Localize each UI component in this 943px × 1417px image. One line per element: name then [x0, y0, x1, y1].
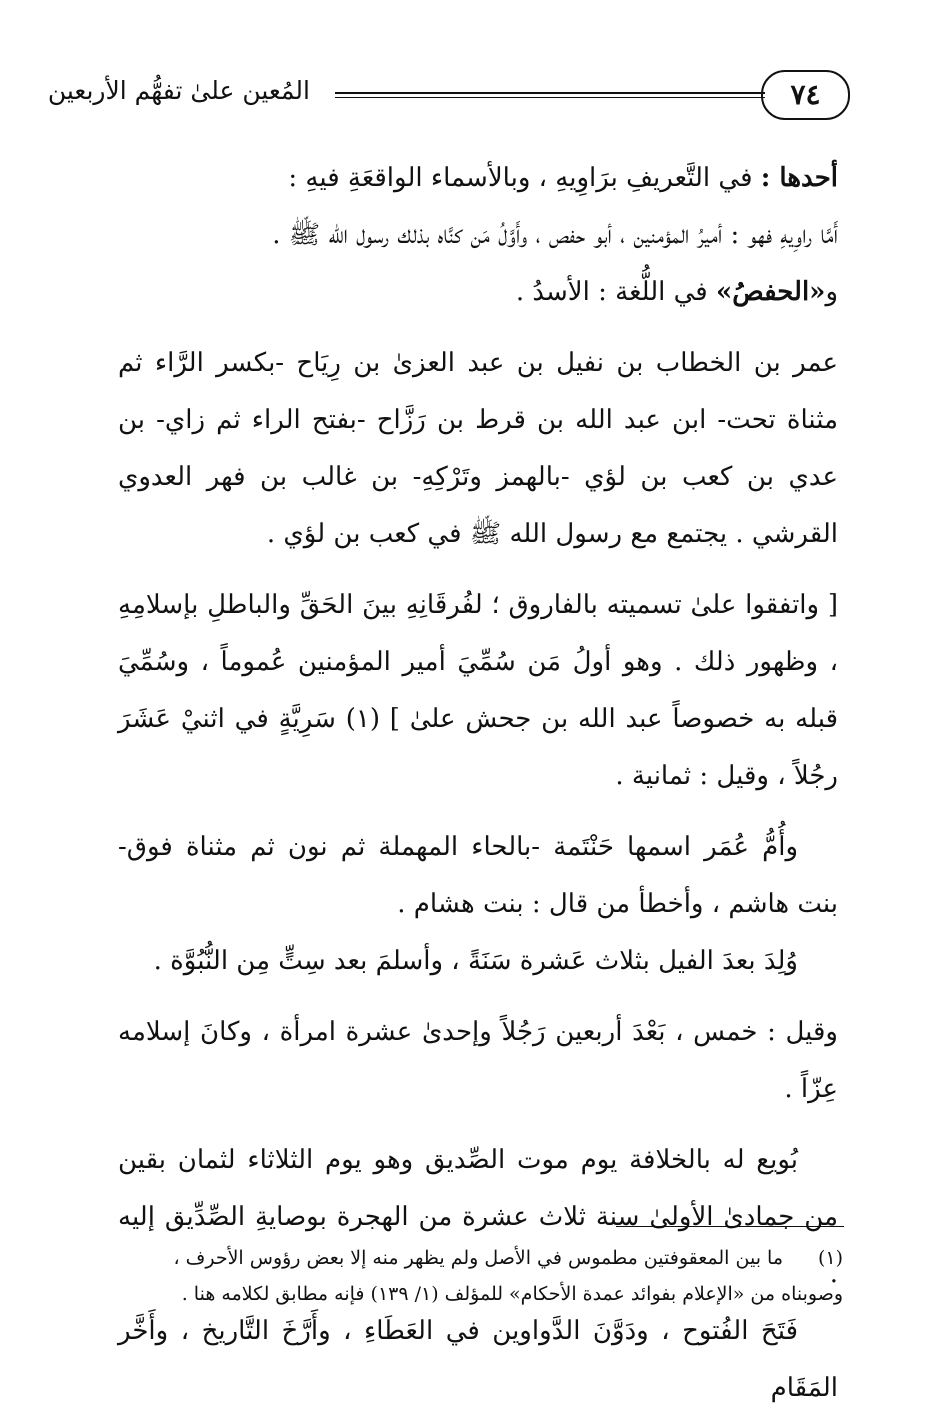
paragraph-hafs	[118, 264, 838, 321]
footnote-line-1: ما بين المعقوفتين مطموس في الأصل ولم يظهر منه إلا بعض رؤوس الأحرف ،	[173, 1247, 783, 1269]
intro-text: في التَّعريفِ برَاوِيهِ ، وبالأسماء الواقعَةِ فيهِ :	[288, 163, 753, 193]
paragraph-narrator: أَمَّا راوِيهِ فهو : أميرُ المؤمنين ، أبو حفص ، وأَوَّلُ مَن كنَّاه بذلك رسول الله ﷺ .	[272, 220, 838, 250]
paragraph-achievements: فَتَحَ الفُتوح ، ودَوَّنَ الدَّواوين في العَطَاءِ ، وأَرَّخَ التَّاريخ ، وأَخَّر المَقَام	[118, 1316, 838, 1403]
paragraph-mother: وأُمُّ عُمَر اسمها حَنْتَمة -بالحاء المهملة ثم نون ثم مثناة فوق- بنت هاشم ، وأخطأ من قال : بنت هشام .	[118, 832, 838, 919]
footnote-1-cont	[118, 1276, 843, 1312]
footnotes	[118, 1240, 843, 1312]
paragraph-intro	[118, 150, 838, 207]
hafs-term: «الحفصُ»	[716, 277, 826, 307]
header-rule	[335, 92, 765, 98]
paragraph-lineage: عمر بن الخطاب بن نفيل بن عبد العزىٰ بن رِيَاح -بكسر الرَّاء ثم مثناة تحت- ابن عبد الله بن قرط بن رَزَّاح -بفتح الراء ثم زاي- بن عدي بن كعب بن لؤي -بالهمز وتَرْكِهِ- بن غالب بن فهر العدوي القرشي . يجتمع مع رسول الله ﷺ في كعب بن لؤي .	[118, 348, 838, 549]
paragraph-faruq: [ واتفقوا علىٰ تسميته بالفاروق ؛ لفُرقَانِهِ بينَ الحَقِّ والباطلِ بإسلامِهِ ، وظهور ذلك . وهو أولُ مَن سُمِّيَ أمير المؤمنين عُموماً ، وسُمِّيَ قبله به خصوصاً عبد الله بن جحش علىٰ ] (١) سَرِيَّةٍ في اثنيْ عَشَرَ رجُلاً ، وقيل : ثمانية .	[118, 590, 838, 791]
page-header	[47, 62, 850, 132]
footnote-separator	[616, 1226, 844, 1227]
footnote-1	[118, 1240, 843, 1276]
footnote-line-2: وصوبناه من «الإعلام بفوائد عمدة الأحكام» للمؤلف (١/ ١٣٩) فإنه مطابق لكلامه هنا .	[181, 1283, 843, 1305]
hafs-prefix: و	[825, 277, 838, 307]
section-lead: أحدها :	[760, 163, 838, 193]
running-title: المُعين علىٰ تفهُّم الأربعين	[47, 76, 310, 105]
hafs-meaning: في اللُّغة : الأسدُ .	[515, 277, 708, 307]
paragraph-birth: وُلِدَ بعدَ الفيل بثلاث عَشرة سَنَةً ، وأسلمَ بعد سِتٍّ مِن النُّبُوَّة .	[153, 946, 798, 976]
paragraph-caliphate: بُويع له بالخلافة يوم موت الصِّديق وهو يوم الثلاثاء لثمان بقين من جمادىٰ الأولىٰ سنة ثلاث عشرة من الهجرة بوصايةِ الصِّدِّيق إليه .	[118, 1145, 839, 1289]
paragraph-conversion: وقيل : خمس ، بَعْدَ أربعين رَجُلاً وإحدىٰ عشرة امرأة ، وكانَ إسلامه عِزّاً .	[118, 1017, 838, 1104]
footnote-marker: (١)	[817, 1247, 843, 1269]
page-number: ٧٤	[761, 70, 850, 120]
